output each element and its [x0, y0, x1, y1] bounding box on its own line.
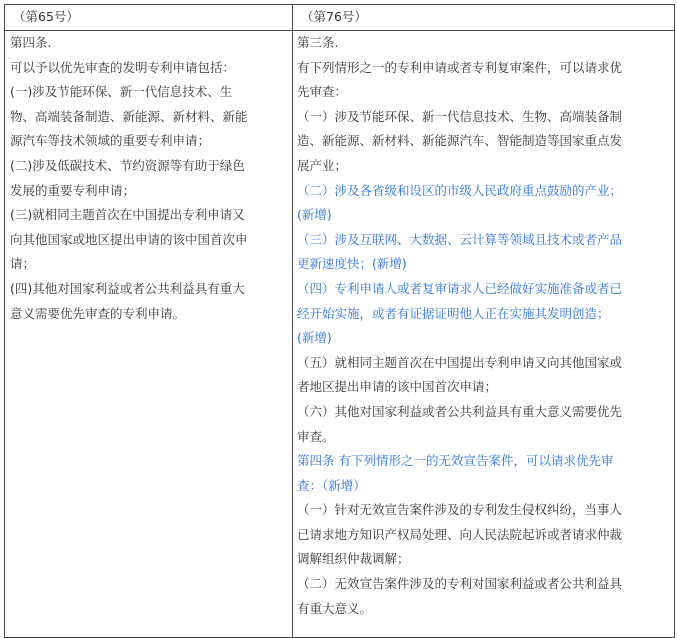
header-row	[5, 5, 675, 31]
right-line: 第三条.	[297, 35, 339, 50]
comparison-table	[4, 4, 675, 638]
right-line-new: 经开始实施，或者有证据证明他人正在实施其发明创造；	[297, 305, 610, 321]
left-line: 第四条.	[10, 35, 52, 50]
left-line: 意义需要优先审查的专利申请。	[10, 305, 186, 321]
right-line-new: （三）涉及互联网、大数据、云计算等领域且技术或者产品	[297, 231, 623, 247]
right-line: （五）就相同主题首次在中国提出专利申请又向其他国家或	[297, 354, 623, 370]
right-line: 造、新能源、新材料、新能源汽车、智能制造等国家重点发	[297, 133, 623, 149]
left-column-header: （第65号）	[5, 5, 293, 31]
right-line-new: （二）涉及各省级和设区的市级人民政府重点鼓励的产业；	[297, 182, 623, 198]
left-line: 向其他国家或地区提出申请的该中国首次申	[10, 231, 248, 247]
right-line-new: （四）专利申请人或者复审请求人已经做好实施准备或者已	[297, 280, 623, 296]
right-line: 调解组织仲裁调解；	[297, 551, 410, 567]
left-line: 发展的重要专利申请；	[10, 182, 136, 198]
right-line-new: (新增)	[297, 330, 332, 346]
right-line-new: 查：（新增）	[297, 477, 366, 493]
right-line-new: (新增)	[297, 207, 332, 223]
right-line: 先审查：	[297, 84, 348, 100]
left-line: 可以予以优先审查的发明专利申请包括：	[10, 59, 236, 75]
right-line: 有下列情形之一的专利申请或者专利复审案件，可以请求优	[297, 59, 623, 75]
left-line: 源汽车等技术领域的重要专利申请；	[10, 133, 211, 149]
left-column-content	[5, 31, 293, 638]
right-column-header: （第76号）	[293, 5, 675, 31]
right-line: 展产业；	[297, 157, 348, 173]
right-line: 审查。	[297, 428, 335, 444]
right-line: 者地区提出申请的该中国首次申请；	[297, 379, 498, 395]
right-line: （二）无效宣告案件涉及的专利对国家利益或者公共利益具	[297, 576, 623, 592]
left-line: (一)涉及节能环保、新一代信息技术、生	[10, 84, 233, 100]
left-line: 物、高端装备制造、新能源、新材料、新能	[10, 108, 248, 124]
content-row	[5, 31, 675, 638]
right-line-new: 更新速度快；(新增)	[297, 256, 407, 272]
left-line: (三)就相同主题首次在中国提出专利申请又	[10, 207, 245, 223]
left-line: (二)涉及低碳技术、节约资源等有助于绿色	[10, 157, 245, 173]
right-column-content	[293, 31, 675, 638]
right-line: （六）其他对国家利益或者公共利益具有重大意义需要优先	[297, 403, 623, 419]
left-line: (四)其他对国家利益或者公共利益具有重大	[10, 280, 245, 296]
right-line: 有重大意义。	[297, 600, 373, 616]
left-line: 请；	[10, 256, 36, 272]
right-line: （一）针对无效宣告案件涉及的专利发生侵权纠纷，当事人	[297, 502, 623, 518]
right-line: （一）涉及节能环保、新一代信息技术、生物、高端装备制	[297, 108, 623, 124]
right-line-new: 第四条 有下列情形之一的无效宣告案件，可以请求优先审	[297, 453, 614, 469]
right-line: 已请求地方知识产权局处理、向人民法院起诉或者请求仲裁	[297, 526, 623, 542]
